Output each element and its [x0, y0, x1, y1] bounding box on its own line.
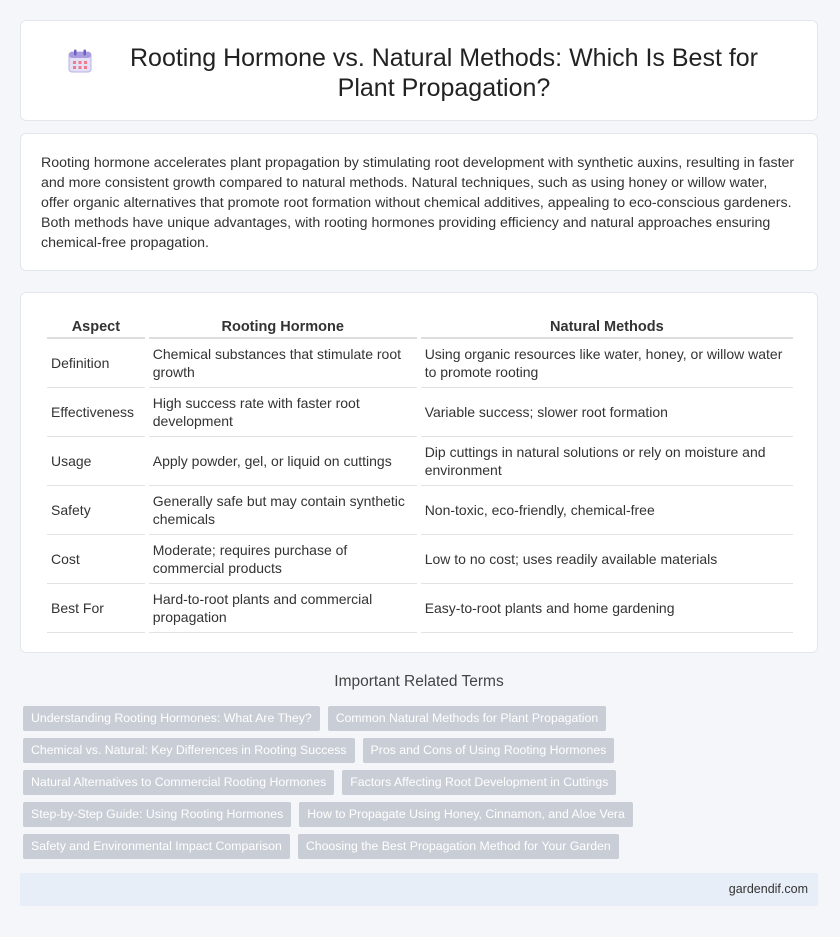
- cell-natural-methods: Non-toxic, eco-friendly, chemical-free: [421, 486, 793, 535]
- comparison-table-card: [20, 292, 818, 653]
- related-tags-row: [23, 706, 606, 731]
- footer-bar: [20, 873, 818, 906]
- related-tag-link[interactable]: Step-by-Step Guide: Using Rooting Hormones: [23, 802, 291, 827]
- comparison-table: [43, 315, 797, 633]
- related-tag-link[interactable]: Natural Alternatives to Commercial Rooting Hormones: [23, 770, 334, 795]
- related-terms-heading: Important Related Terms: [334, 673, 504, 690]
- related-tag-link[interactable]: Safety and Environmental Impact Comparison: [23, 834, 290, 859]
- table-row: [47, 339, 793, 388]
- cell-rooting-hormone: Hard-to-root plants and commercial propagation: [149, 584, 417, 633]
- cell-rooting-hormone: Generally safe but may contain synthetic chemicals: [149, 486, 417, 535]
- cell-aspect: Effectiveness: [47, 388, 145, 437]
- header-card: [20, 20, 818, 121]
- table-row: [47, 584, 793, 633]
- cell-rooting-hormone: Chemical substances that stimulate root growth: [149, 339, 417, 388]
- cell-natural-methods: Easy-to-root plants and home gardening: [421, 584, 793, 633]
- intro-paragraph: Rooting hormone accelerates plant propagation by stimulating root development with synthetic auxins, resulting in faster and more consistent growth compared to natural methods. Natural techniques, such as using honey or willow water, offer organic alternatives that promote root formation without chemical additives, appealing to eco-conscious gardeners. Both methods have unique advantages, with rooting hormones providing efficiency and natural approaches ensuring chemical-free propagation.: [41, 155, 795, 251]
- related-tags-row: [23, 738, 614, 763]
- header-aspect: Aspect: [47, 315, 145, 339]
- table-row: [47, 388, 793, 437]
- cell-rooting-hormone: High success rate with faster root development: [149, 388, 417, 437]
- related-tags-row: [23, 770, 616, 795]
- calendar-icon: [67, 48, 93, 74]
- related-tags-row: [23, 834, 619, 859]
- cell-rooting-hormone: Moderate; requires purchase of commercial products: [149, 535, 417, 584]
- related-tag-link[interactable]: Understanding Rooting Hormones: What Are They?: [23, 706, 320, 731]
- footer-site-link[interactable]: gardendif.com: [728, 882, 808, 896]
- cell-natural-methods: Variable success; slower root formation: [421, 388, 793, 437]
- related-tags-row: [23, 802, 633, 827]
- table-row: [47, 535, 793, 584]
- cell-aspect: Definition: [47, 339, 145, 388]
- cell-rooting-hormone: Apply powder, gel, or liquid on cuttings: [149, 437, 417, 486]
- cell-aspect: Cost: [47, 535, 145, 584]
- cell-natural-methods: Low to no cost; uses readily available materials: [421, 535, 793, 584]
- cell-aspect: Best For: [47, 584, 145, 633]
- header-rooting-hormone: Rooting Hormone: [149, 315, 417, 339]
- page-title: Rooting Hormone vs. Natural Methods: Which Is Best for Plant Propagation?: [129, 44, 759, 102]
- table-header-row: [47, 315, 793, 339]
- header-natural-methods: Natural Methods: [421, 315, 793, 339]
- related-tag-link[interactable]: Pros and Cons of Using Rooting Hormones: [363, 738, 615, 763]
- table-row: [47, 437, 793, 486]
- cell-aspect: Safety: [47, 486, 145, 535]
- cell-aspect: Usage: [47, 437, 145, 486]
- cell-natural-methods: Dip cuttings in natural solutions or rely on moisture and environment: [421, 437, 793, 486]
- related-tag-link[interactable]: Chemical vs. Natural: Key Differences in Rooting Success: [23, 738, 355, 763]
- cell-natural-methods: Using organic resources like water, honey, or willow water to promote rooting: [421, 339, 793, 388]
- related-tag-link[interactable]: Factors Affecting Root Development in Cuttings: [342, 770, 616, 795]
- related-tag-link[interactable]: Choosing the Best Propagation Method for Your Garden: [298, 834, 619, 859]
- related-tag-link[interactable]: Common Natural Methods for Plant Propagation: [328, 706, 606, 731]
- related-tag-link[interactable]: How to Propagate Using Honey, Cinnamon, and Aloe Vera: [299, 802, 633, 827]
- table-row: [47, 486, 793, 535]
- intro-card: [20, 133, 818, 271]
